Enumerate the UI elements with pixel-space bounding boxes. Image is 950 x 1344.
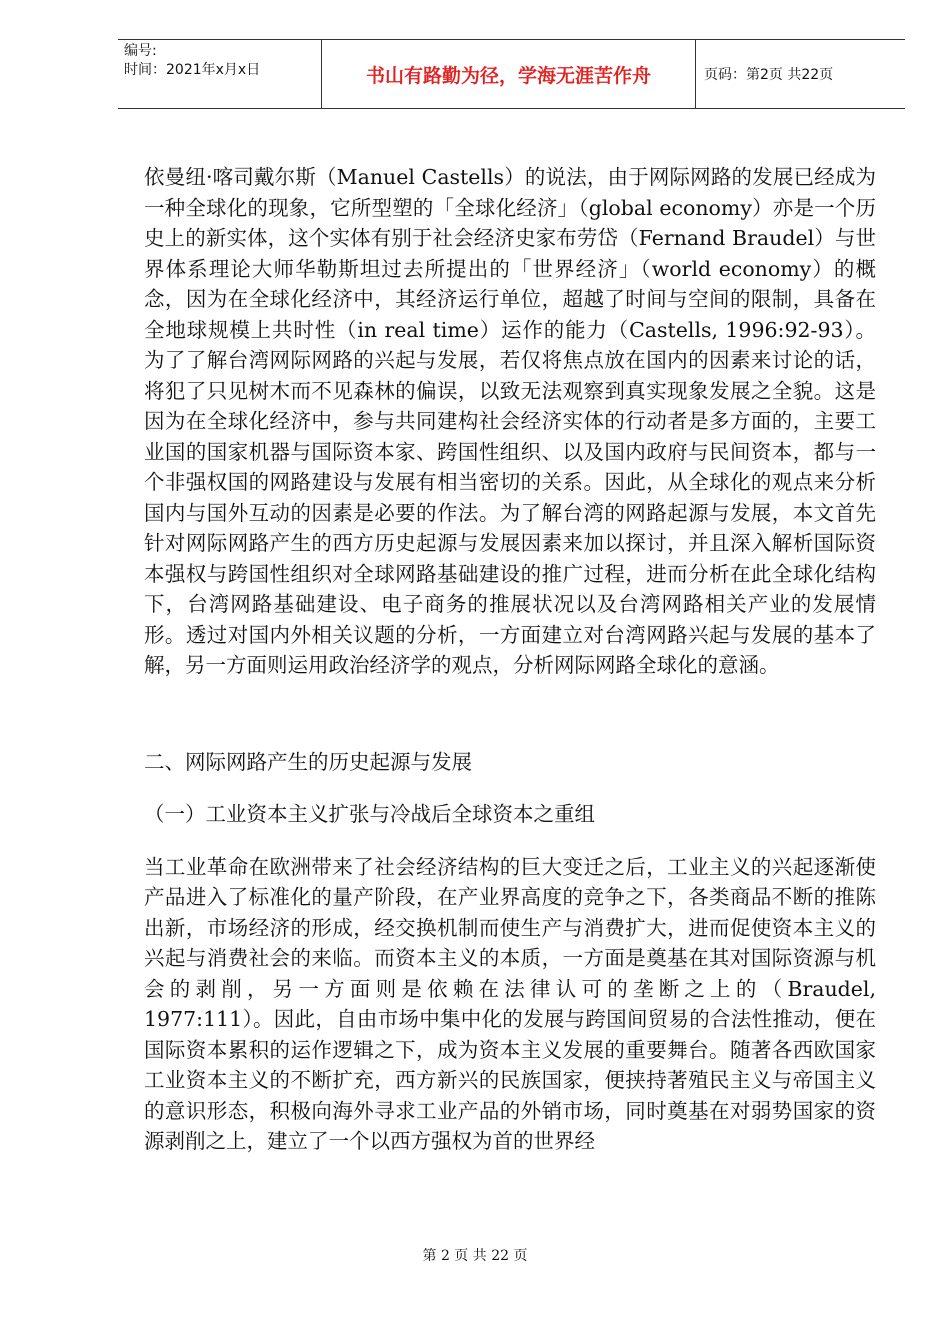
header-page-code: 页码：第2页 共22页 [704,67,834,83]
document-body [144,162,876,1157]
section-heading: 二、网际网路产生的历史起源与发展 [144,749,472,774]
body-paragraph-1: 依曼纽·喀司戴尔斯（Manuel Castells）的说法，由于网际网路的发展已经成为一种全球化的现象，它所型塑的「全球化经济」（global economy）亦是一个历史上的新实体，这个实体有别于社会经济史家布劳岱（Fernand Braudel）与世界体系理论大师华勒斯坦过去所提出的「世界经济」（world economy）的概念，因为在全球化经济中，其经济运行单位，超越了时间与空间的限制，具备在全地球规模上共时性（in real time）运作的能力（Castells, 1996:92-93）。为了了解台湾网际网路的兴起与发展，若仅将焦点放在国内的因素来讨论的话，将犯了只见树木而不见森林的偏误，以致无法观察到真实现象发展之全貌。这是因为在全球化经济中，参与共同建构社会经济实体的行动者是多方面的，主要工业国的国家机器与国际资本家、跨国性组织、以及国内政府与民间资本，都与一个非强权国的网路建设与发展有相当密切的关系。因此，从全球化的观点来分析国内与国外互动的因素是必要的作法。为了解台湾的网路起源与发展，本文首先针对网际网路产生的西方历史起源与发展因素来加以探讨，并且深入解析国际资本强权与跨国性组织对全球网路基础建设的推广过程，进而分析在此全球化结构下，台湾网路基础建设、电子商务的推展状况以及台湾网路相关产业的发展情形。透过对国内外相关议题的分析，一方面建立对台湾网路兴起与发展的基本了解，另一方面则运用政治经济学的观点，分析网际网路全球化的意涵。 [144,165,876,677]
document-number-label: 编号: [124,43,157,59]
subsection-heading: （一）工业资本主义扩张与冷战后全球资本之重组 [144,802,595,826]
page-header [118,39,905,109]
body-paragraph-2: 当工业革命在欧洲带来了社会经济结构的巨大变迁之后，工业主义的兴起逐渐使产品进入了标准化的量产阶段，在产业界高度的竞争之下，各类商品不断的推陈出新，市场经济的形成，经交换机制而使生产与消费扩大，进而促使资本主义的兴起与消费社会的来临。而资本主义的本质，一方面是奠基在其对国际资源与机会的剥削，另一方面则是依赖在法律认可的垄断之上的（Braudel, 1977:111）。因此，自由市场中集中化的发展与跨国间贸易的合法性推动，便在国际资本累积的运作逻辑之下，成为资本主义发展的重要舞台。随著各西欧国家工业资本主义的不断扩充，西方新兴的民族国家，便挟持著殖民主义与帝国主义的意识形态，积极向海外寻求工业产品的外销市场，同时奠基在对弱势国家的资源剥削之上，建立了一个以西方强权为首的世界经 [144,854,876,1153]
header-motto: 书山有路勤为径，学海无涯苦作舟 [322,40,696,108]
header-meta-cell [118,40,322,108]
page-footer: 第 2 页 共 22 页 [422,1248,528,1264]
document-time-label: 时间：2021年x月x日 [124,62,261,78]
